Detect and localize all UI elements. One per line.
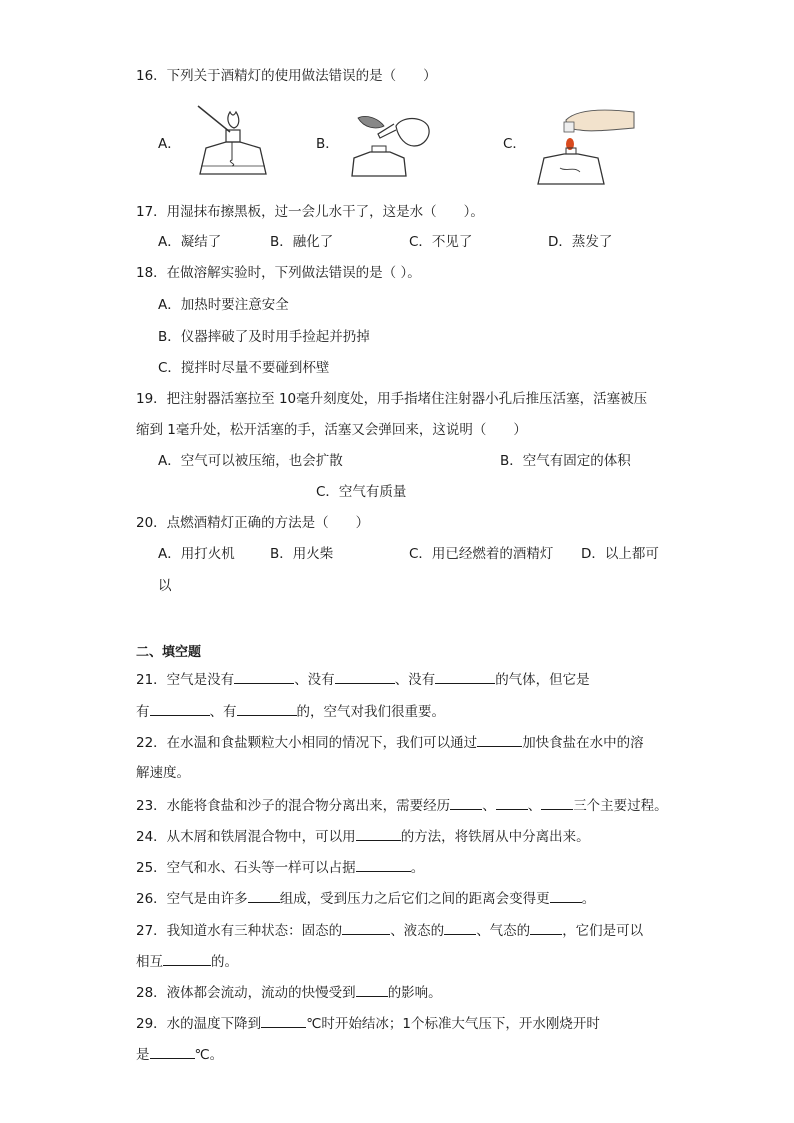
- question-19-line1: 19．把注射器活塞拉至 10毫升刻度处，用手指堵住注射器小孔后推压活塞，活塞被压: [136, 391, 648, 407]
- blank[interactable]: [530, 920, 562, 935]
- q17-option-c[interactable]: C．不见了: [409, 234, 473, 250]
- q16-option-b[interactable]: B．: [316, 136, 339, 152]
- q16-option-c[interactable]: C．: [503, 136, 526, 152]
- blank[interactable]: [356, 857, 411, 872]
- blank[interactable]: [496, 795, 528, 810]
- question-26: 26．空气是由许多 组成，受到压力之后它们之间的距离会变得更 。: [136, 888, 595, 909]
- blank[interactable]: [150, 701, 210, 716]
- question-19-line2: 缩到 1毫升处，松开活塞的手，活塞又会弹回来，这说明（ ）: [136, 422, 527, 438]
- blank[interactable]: [163, 951, 211, 966]
- blank[interactable]: [541, 795, 573, 810]
- question-27-line1: 27．我知道水有三种状态：固态的 、液态的 、气态的 ，它们是可以: [136, 920, 643, 941]
- question-29-line1: 29．水的温度下降到 ℃时开始结冰；1个标准大气压下，开水刚烧开时: [136, 1013, 600, 1034]
- question-22-line1: 22．在水温和食盐颗粒大小相同的情况下，我们可以通过 加快食盐在水中的溶: [136, 732, 644, 753]
- q19-option-b[interactable]: B．空气有固定的体积: [500, 453, 631, 469]
- question-21-line1: 21．空气是没有 、没有 、没有 的气体，但它是: [136, 669, 590, 690]
- blank[interactable]: [435, 669, 495, 684]
- q19-option-a[interactable]: A．空气可以被压缩，也会扩散: [158, 453, 343, 469]
- blank[interactable]: [550, 888, 582, 903]
- question-17-stem: 17．用湿抹布擦黑板，过一会儿水干了，这是水（ ）。: [136, 204, 484, 220]
- q20-option-a[interactable]: A．用打火机: [158, 546, 235, 562]
- q17-option-a[interactable]: A．凝结了: [158, 234, 222, 250]
- q20-option-d-wrap: 以: [158, 578, 172, 594]
- q17-option-b[interactable]: B．融化了: [270, 234, 334, 250]
- q18-option-c[interactable]: C．搅拌时尽量不要碰到杯壁: [158, 360, 330, 376]
- section-title-fill-in: 二、填空题: [136, 645, 202, 660]
- blank[interactable]: [150, 1044, 195, 1059]
- lighting-lamp-image: [530, 102, 640, 188]
- blank[interactable]: [477, 732, 522, 747]
- blank[interactable]: [356, 982, 388, 997]
- question-22-line2: 解速度。: [136, 765, 190, 781]
- blank[interactable]: [237, 701, 297, 716]
- question-18-stem: 18．在做溶解实验时，下列做法错误的是（ ）。: [136, 265, 421, 281]
- question-24: 24．从木屑和铁屑混合物中，可以用 的方法，将铁屑从中分离出来。: [136, 826, 590, 847]
- blank[interactable]: [248, 888, 280, 903]
- question-27-line2: 相互 的。: [136, 951, 238, 972]
- blank[interactable]: [356, 826, 401, 841]
- question-20-stem: 20．点燃酒精灯正确的方法是（ ）: [136, 515, 370, 531]
- q18-option-a[interactable]: A．加热时要注意安全: [158, 297, 289, 313]
- blank[interactable]: [342, 920, 390, 935]
- blank[interactable]: [234, 669, 294, 684]
- q19-option-c[interactable]: C．空气有质量: [316, 484, 407, 500]
- alcohol-lamp-blowing-image: [196, 104, 278, 190]
- question-28: 28．液体都会流动，流动的快慢受到 的影响。: [136, 982, 442, 1003]
- blank[interactable]: [444, 920, 476, 935]
- question-29-line2: 是 ℃。: [136, 1044, 223, 1065]
- q16-option-a[interactable]: A．: [158, 136, 181, 152]
- question-25: 25．空气和水、石头等一样可以占据 。: [136, 857, 424, 878]
- question-21-line2: 有 、有 的，空气对我们很重要。: [136, 701, 445, 722]
- q20-option-b[interactable]: B．用火柴: [270, 546, 334, 562]
- question-23: 23．水能将食盐和沙子的混合物分离出来，需要经历 、 、 三个主要过程。: [136, 795, 668, 816]
- question-16-stem: 16．下列关于酒精灯的使用做法错误的是（ ）: [136, 68, 437, 84]
- q20-option-c[interactable]: C．用已经燃着的酒精灯: [409, 546, 554, 562]
- blank[interactable]: [261, 1013, 306, 1028]
- q18-option-b[interactable]: B．仪器摔破了及时用手捡起并扔掉: [158, 329, 370, 345]
- pouring-alcohol-image: [344, 108, 434, 182]
- blank[interactable]: [335, 669, 395, 684]
- blank[interactable]: [450, 795, 482, 810]
- q20-option-d[interactable]: D．以上都可: [581, 546, 659, 562]
- q17-option-d[interactable]: D．蒸发了: [548, 234, 613, 250]
